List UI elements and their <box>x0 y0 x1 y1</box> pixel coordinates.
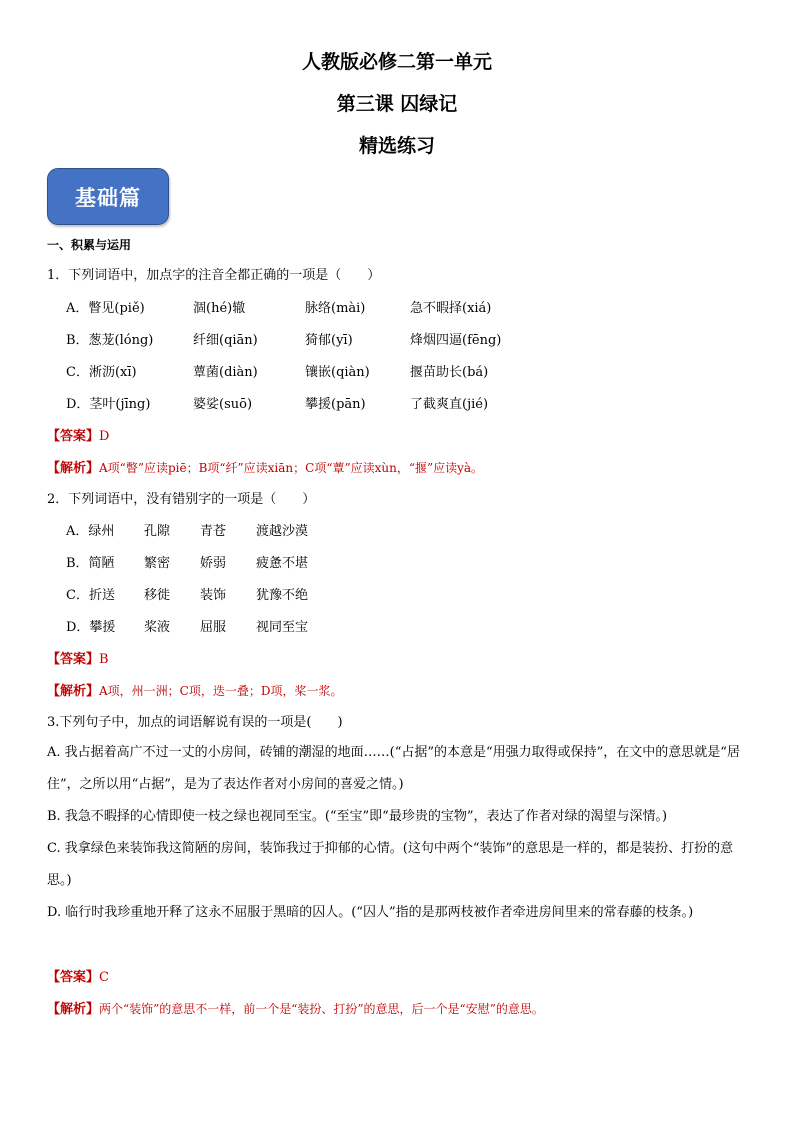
document-title: 人教版必修二第一单元 <box>301 51 492 73</box>
question-3-stem: 3.下列句子中，加点的词语解说有误的一项是( ) <box>47 715 343 730</box>
q3-option-a: A. 我占据着高广不过一丈的小房间，砖铺的潮湿的地面……(“占据”的本意是“用强力取得或保持”，在文中的意思就是“居住”，之所以用“占据”，是为了表达作者对小房间的喜爱之情。) <box>47 745 740 792</box>
exercise-title: 精选练习 <box>358 135 435 157</box>
explanation-label: 【解析】 <box>47 684 100 699</box>
answer-label: 【答案】 <box>47 970 100 985</box>
q1-option-b-2: 纤细(qiān) <box>193 333 258 348</box>
q1-option-a-4: 急不暇择(xiá) <box>410 301 492 316</box>
q2-option-a-3: 青苍 <box>200 524 227 539</box>
q1-option-a-3: 脉络(mài) <box>305 301 366 316</box>
q2-option-d-3: 屈服 <box>200 620 227 635</box>
q2-option-d-1: D．攀援 <box>66 620 116 635</box>
question-1-stem: 1．下列词语中，加点字的注音全都正确的一项是（ ） <box>47 268 381 283</box>
q2-option-a-2: 孔隙 <box>144 524 171 539</box>
q3-explanation <box>47 1000 544 1019</box>
q1-option-c-1: C．淅沥(xī) <box>66 365 137 380</box>
question-2-stem: 2．下列词语中，没有错别字的一项是（ ） <box>47 492 316 507</box>
lesson-title: 第三课 囚绿记 <box>336 93 458 115</box>
q1-explanation <box>47 459 483 478</box>
section-badge: 基础篇 <box>47 168 169 225</box>
q1-option-d-2: 婆娑(suō) <box>193 397 253 412</box>
q1-option-c-2: 蕈菌(diàn) <box>193 365 258 380</box>
q2-option-d-2: 桨液 <box>144 620 171 635</box>
q1-answer <box>47 428 109 446</box>
answer-value: D <box>99 429 110 444</box>
q2-explanation <box>47 682 343 701</box>
q2-option-b-4: 疲惫不堪 <box>256 556 309 571</box>
q1-option-c-3: 镶嵌(qiàn) <box>305 365 370 380</box>
q2-option-a-1: A．绿州 <box>66 524 115 539</box>
section-heading: 一、积累与运用 <box>47 238 132 252</box>
q2-option-c-4: 犹豫不绝 <box>256 588 309 603</box>
explanation-label: 【解析】 <box>47 461 100 476</box>
q1-option-a-2: 涸(hé)辙 <box>193 301 246 316</box>
q1-option-b-1: B．葱茏(lóng) <box>66 333 154 348</box>
q1-option-d-4: 了截爽直(jié) <box>410 397 489 412</box>
q1-option-b-4: 烽烟四逼(fēng) <box>410 333 502 348</box>
q1-option-c-4: 揠苗助长(bá) <box>410 365 489 380</box>
q3-option-b: B. 我急不暇择的心情即使一枝之绿也视同至宝。(“至宝”即“最珍贵的宝物”，表达了作者对绿的渴望与深情。) <box>47 809 668 824</box>
q1-option-b-3: 猗郁(yī) <box>305 333 353 348</box>
q2-answer <box>47 651 109 669</box>
q3-option-c: C. 我拿绿色来装饰我这简陋的房间，装饰我过于抑郁的心情。(这句中两个“装饰”的意思是一样的，都是装扮、打扮的意思。) <box>47 841 734 888</box>
explanation-text: 两个“装饰”的意思不一样，前一个是“装扮、打扮”的意思，后一个是“安慰”的意思。 <box>99 1002 544 1016</box>
explanation-label: 【解析】 <box>47 1002 100 1017</box>
q1-option-a-1: A．瞥见(piě) <box>66 301 145 316</box>
answer-value: C <box>99 970 109 985</box>
answer-value: B <box>99 652 109 667</box>
q1-option-d-3: 攀援(pān) <box>305 397 366 412</box>
answer-label: 【答案】 <box>47 652 100 667</box>
q2-option-b-2: 繁密 <box>144 556 171 571</box>
q1-option-d-1: D．茎叶(jīng) <box>66 397 151 412</box>
explanation-text: A项，州一洲；C项，迭一叠；D项，桨一浆。 <box>99 684 343 698</box>
q2-option-c-2: 移徙 <box>144 588 171 603</box>
q2-option-b-3: 娇弱 <box>200 556 227 571</box>
q2-option-c-1: C．折送 <box>66 588 115 603</box>
answer-label: 【答案】 <box>47 429 100 444</box>
q2-option-a-4: 渡越沙漠 <box>256 524 309 539</box>
q2-option-b-1: B．简陋 <box>66 556 115 571</box>
q3-option-d: D. 临行时我珍重地开释了这永不屈服于黑暗的囚人。(“囚人”指的是那两枝被作者牵进房间里来的常春藤的枝条。) <box>47 905 694 920</box>
q2-option-c-3: 装饰 <box>200 588 227 603</box>
explanation-text: A项“瞥”应读piē；B项“纤”应读xiān；C项“蕈”应读xùn，“揠”应读yà。 <box>99 461 484 475</box>
q2-option-d-4: 视同至宝 <box>256 620 309 635</box>
q3-answer <box>47 969 109 987</box>
